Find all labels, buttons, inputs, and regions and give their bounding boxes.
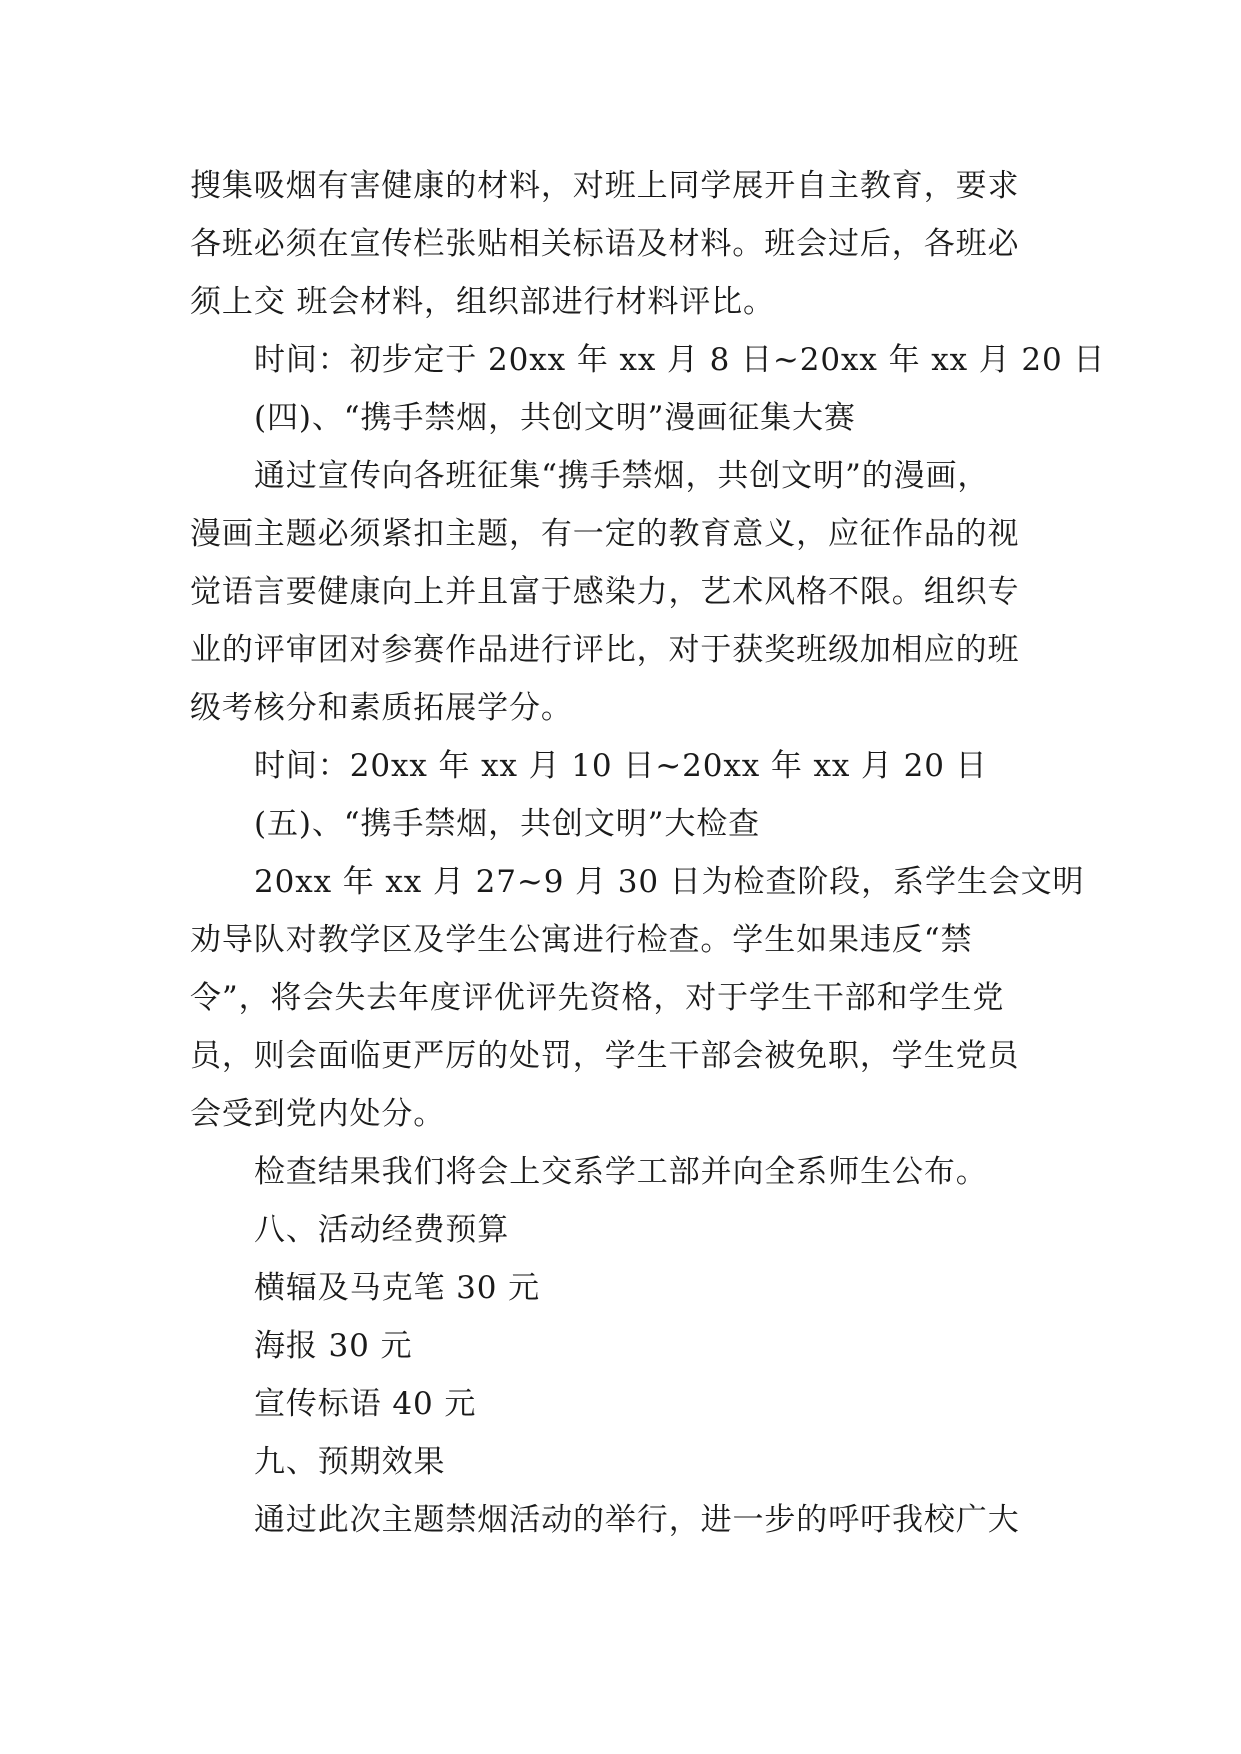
time-line-2: 时间：20xx 年 xx 月 10 日~20xx 年 xx 月 20 日 xyxy=(254,748,988,784)
time-line-1: 时间：初步定于 20xx 年 xx 月 8 日~20xx 年 xx 月 20 日 xyxy=(254,342,1106,378)
text-line-13: 20xx 年 xx 月 27~9 月 30 日为检查阶段，系学生会文明 xyxy=(254,864,1085,900)
text-line-3: 须上交 班会材料，组织部进行材料评比。 xyxy=(190,284,775,320)
text-line-18: 检查结果我们将会上交系学工部并向全系师生公布。 xyxy=(254,1154,988,1190)
text-line-24: 通过此次主题禁烟活动的举行，进一步的呼吁我校广大 xyxy=(254,1502,1020,1538)
section-heading-5: (五)、“携手禁烟，共创文明”大检查 xyxy=(254,806,761,842)
text-line-9: 业的评审团对参赛作品进行评比，对于获奖班级加相应的班 xyxy=(190,632,1020,668)
budget-item-slogan: 宣传标语 40 元 xyxy=(254,1386,477,1422)
document-body xyxy=(190,157,1106,1549)
text-line-2: 各班必须在宣传栏张贴相关标语及材料。班会过后，各班必 xyxy=(190,226,1020,262)
section-heading-effect: 九、预期效果 xyxy=(254,1444,446,1480)
budget-item-banner: 横辐及马克笔 30 元 xyxy=(254,1270,541,1306)
text-line-7: 漫画主题必须紧扣主题，有一定的教育意义，应征作品的视 xyxy=(190,516,1020,552)
text-line-17: 会受到党内处分。 xyxy=(190,1096,446,1132)
section-heading-4: (四)、“携手禁烟，共创文明”漫画征集大赛 xyxy=(254,400,856,436)
budget-item-poster: 海报 30 元 xyxy=(254,1328,413,1364)
text-line-14: 劝导队对教学区及学生公寓进行检查。学生如果违反“禁 xyxy=(190,922,973,958)
text-line-1: 搜集吸烟有害健康的材料，对班上同学展开自主教育，要求 xyxy=(190,168,1020,204)
section-heading-budget: 八、活动经费预算 xyxy=(254,1212,510,1248)
text-line-10: 级考核分和素质拓展学分。 xyxy=(190,690,573,726)
text-line-15: 令”，将会失去年度评优评先资格，对于学生干部和学生党 xyxy=(190,980,1005,1016)
text-line-16: 员，则会面临更严厉的处罚，学生干部会被免职，学生党员 xyxy=(190,1038,1020,1074)
text-line-8: 觉语言要健康向上并且富于感染力，艺术风格不限。组织专 xyxy=(190,574,1020,610)
text-line-6: 通过宣传向各班征集“携手禁烟，共创文明”的漫画， xyxy=(254,458,990,494)
